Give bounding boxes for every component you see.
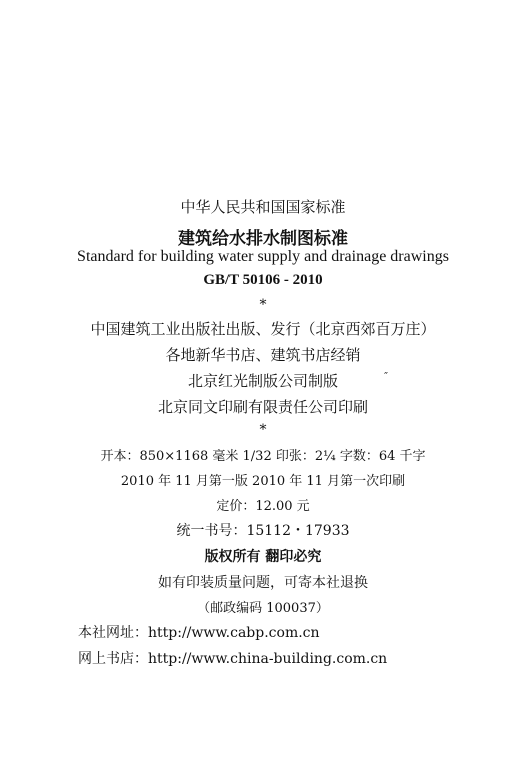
separator-star: *: [259, 297, 267, 313]
separator-star: *: [259, 422, 267, 438]
online-store-line: 网上书店：http://www.china-building.com.cn: [78, 651, 388, 667]
price-line: 定价：12.00 元: [216, 499, 310, 514]
format-line: 开本：850×1168 毫米 1/32 印张：2¼ 字数：64 千字: [100, 449, 426, 464]
printer-line: 北京同文印刷有限责任公司印刷: [157, 398, 368, 416]
website-line: 本社网址：http://www.cabp.com.cn: [78, 625, 320, 641]
postcode-line: （邮政编码 100037）: [197, 601, 329, 616]
plate-maker-line: 北京红光制版公司制版: [187, 372, 338, 390]
book-number-line: 统一书号：15112・17933: [176, 523, 350, 539]
publisher-line: 中国建筑工业出版社出版、发行（北京西郊百万庄）: [90, 320, 436, 338]
standard-title-english: Standard for building water supply and drainage drawings: [77, 248, 449, 265]
standard-code: GB/T 50106 - 2010: [203, 272, 323, 288]
national-standard-label: 中华人民共和国国家标准: [180, 198, 346, 216]
edition-line: 2010 年 11 月第一版 2010 年 11 月第一次印刷: [120, 474, 406, 489]
stray-mark: ″: [384, 370, 389, 383]
standard-title-chinese: 建筑给水排水制图标准: [178, 229, 348, 249]
copyright-notice: 版权所有 翻印必究: [204, 549, 322, 565]
distributor-line: 各地新华书店、建筑书店经销: [165, 346, 361, 364]
returns-notice: 如有印装质量问题，可寄本社退换: [158, 575, 368, 591]
